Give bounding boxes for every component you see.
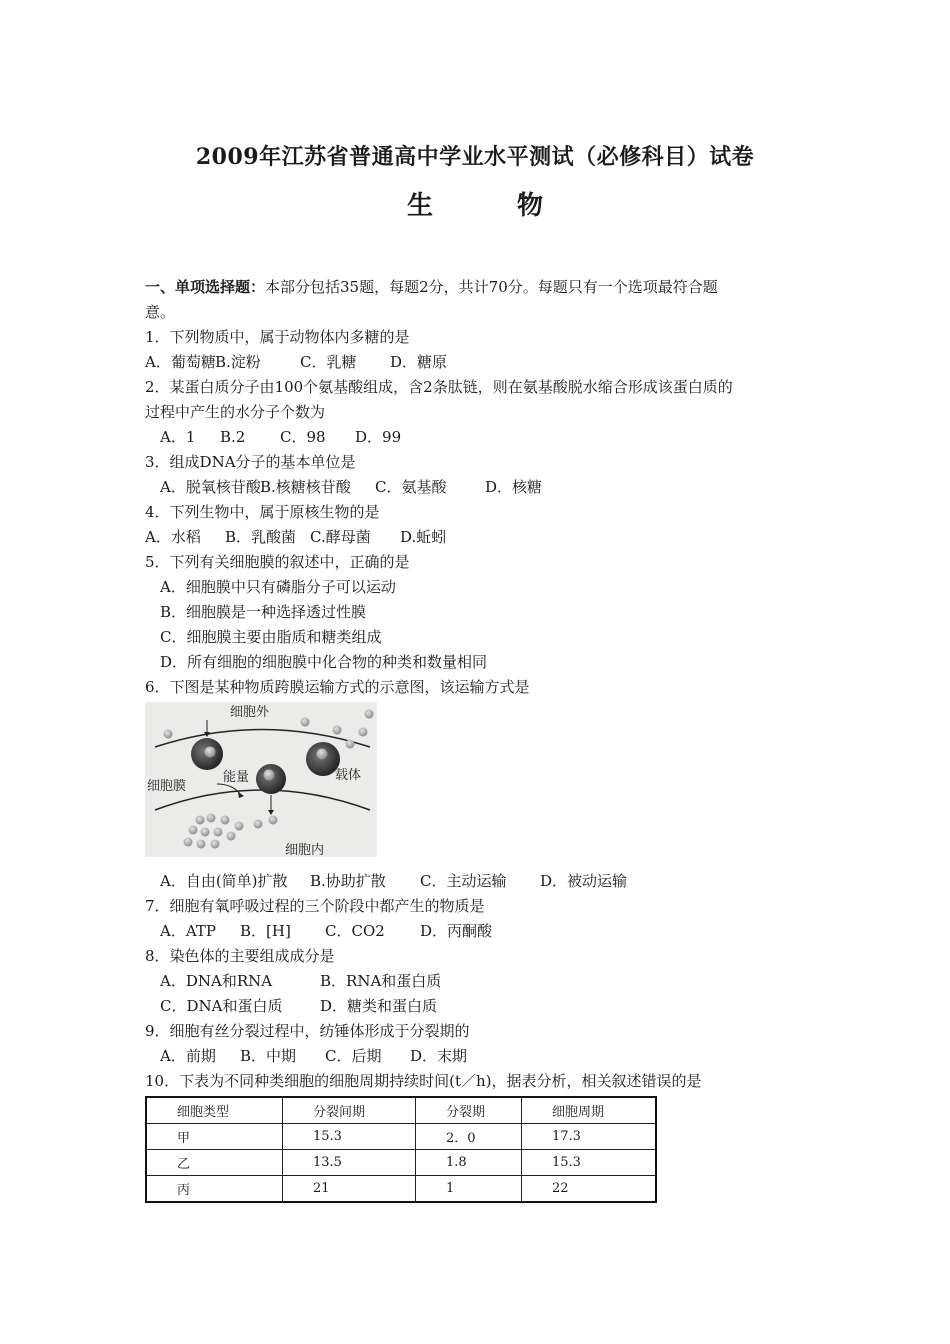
table-cell: 22 — [522, 1176, 657, 1203]
exam-title: 2009年江苏省普通高中学业水平测试（必修科目）试卷 — [195, 144, 755, 170]
answer-option: C．细胞膜主要由脂质和糖类组成 — [160, 628, 382, 646]
question-stem: 9．细胞有丝分裂过程中，纺锤体形成于分裂期的 — [145, 1022, 470, 1040]
question-list — [145, 325, 815, 1094]
answer-option: C．主动运输 — [420, 872, 507, 890]
question-stem: 5．下列有关细胞膜的叙述中，正确的是 — [145, 553, 410, 571]
option-row — [145, 350, 815, 375]
option-row — [145, 919, 815, 944]
table-cell: 乙 — [146, 1150, 283, 1176]
answer-option: A．DNA和RNA — [160, 972, 273, 990]
answer-option: A．脱氧核苷酸 — [160, 478, 261, 496]
membrane-transport-diagram — [145, 702, 377, 857]
answer-option: B.2 — [220, 428, 246, 446]
option-row — [145, 994, 815, 1019]
answer-option: C.酵母菌 — [310, 528, 371, 546]
answer-option: D.蚯蚓 — [400, 528, 447, 546]
answer-option: D．末期 — [410, 1047, 468, 1065]
answer-option: B．细胞膜是一种选择透过性膜 — [160, 603, 367, 621]
answer-option: D．糖类和蛋白质 — [320, 997, 438, 1015]
figure-label-energy: 能量 — [223, 770, 250, 785]
answer-option: A．前期 — [160, 1047, 216, 1065]
subject-char: 生 — [406, 191, 433, 221]
figure-label-membrane: 细胞膜 — [147, 779, 187, 794]
answer-option: B.核糖核苷酸 — [260, 478, 351, 496]
answer-option: A．水稻 — [145, 528, 201, 546]
option-row — [145, 650, 815, 675]
table-cell: 15.3 — [522, 1150, 657, 1176]
answer-option: D．所有细胞的细胞膜中化合物的种类和数量相同 — [160, 653, 488, 671]
table-header-row — [146, 1097, 656, 1124]
option-row — [145, 575, 815, 600]
table-row — [146, 1124, 656, 1150]
cell-cycle-table — [145, 1096, 657, 1203]
table-cell: 1.8 — [416, 1150, 522, 1176]
answer-option: A．葡萄糖 — [145, 353, 216, 371]
answer-option: D．核糖 — [485, 478, 543, 496]
table-header-cell: 细胞类型 — [146, 1097, 283, 1124]
table-header-cell: 细胞周期 — [522, 1097, 657, 1124]
section-intro-cont: 意。 — [145, 303, 176, 321]
answer-option: B.协助扩散 — [310, 872, 386, 890]
question-stem: 3．组成DNA分子的基本单位是 — [145, 453, 356, 471]
answer-option: C．DNA和蛋白质 — [160, 997, 283, 1015]
table-cell: 甲 — [146, 1124, 283, 1150]
figure-label-inside: 细胞内 — [285, 843, 325, 857]
question-stem: 7．细胞有氧呼吸过程的三个阶段中都产生的物质是 — [145, 897, 485, 915]
question-stem: 过程中产生的水分子个数为 — [145, 403, 326, 421]
figure-label-carrier: 载体 — [335, 768, 362, 783]
option-row — [145, 969, 815, 994]
question-stem: 6．下图是某种物质跨膜运输方式的示意图，该运输方式是 — [145, 678, 530, 696]
table-row — [146, 1176, 656, 1203]
option-row — [145, 425, 815, 450]
answer-option: A．ATP — [160, 922, 216, 940]
table-cell: 17.3 — [522, 1124, 657, 1150]
option-row — [145, 625, 815, 650]
exam-body — [145, 275, 815, 1203]
answer-option: B．RNA和蛋白质 — [320, 972, 442, 990]
section-intro: 本部分包括35题，每题2分，共计70分。每题只有一个选项最符合题 — [265, 278, 718, 296]
answer-option: C．乳糖 — [300, 353, 357, 371]
answer-option: C．后期 — [325, 1047, 382, 1065]
answer-option: C．氨基酸 — [375, 478, 447, 496]
question-stem: 1．下列物质中，属于动物体内多糖的是 — [145, 328, 410, 346]
answer-option: C．98 — [280, 428, 326, 446]
table-cell: 2．0 — [416, 1124, 522, 1150]
section-header — [145, 275, 815, 300]
answer-option: B．[H] — [240, 922, 291, 940]
table-header-cell: 分裂期 — [416, 1097, 522, 1124]
option-row — [145, 600, 815, 625]
section-heading: 一、单项选择题： — [145, 278, 266, 296]
table-cell: 丙 — [146, 1176, 283, 1203]
subject-title — [0, 185, 950, 222]
option-row — [145, 869, 815, 894]
question-stem: 4．下列生物中，属于原核生物的是 — [145, 503, 380, 521]
question-stem: 10．下表为不同种类细胞的细胞周期持续时间(t／h)，据表分析，相关叙述错误的是 — [145, 1072, 702, 1090]
figure-label-outside: 细胞外 — [230, 705, 270, 720]
answer-option: B.淀粉 — [215, 353, 261, 371]
answer-option: D．被动运输 — [540, 872, 628, 890]
table-cell: 21 — [283, 1176, 416, 1203]
answer-option: B．乳酸菌 — [225, 528, 297, 546]
option-row — [145, 1044, 815, 1069]
option-row — [145, 475, 815, 500]
answer-option: B．中期 — [240, 1047, 297, 1065]
answer-option: D．糖原 — [390, 353, 448, 371]
option-row — [145, 525, 815, 550]
table-header-cell: 分裂间期 — [283, 1097, 416, 1124]
table-cell: 1 — [416, 1176, 522, 1203]
answer-option: D．99 — [355, 428, 402, 446]
subject-char: 物 — [517, 191, 544, 221]
answer-option: C．CO2 — [325, 922, 385, 940]
answer-option: A．1 — [160, 428, 196, 446]
answer-option: A．自由(简单)扩散 — [160, 872, 288, 890]
answer-option: D．丙酮酸 — [420, 922, 493, 940]
question-stem: 2．某蛋白质分子由100个氨基酸组成，含2条肽链，则在氨基酸脱水缩合形成该蛋白质的 — [145, 378, 733, 396]
table-cell: 15.3 — [283, 1124, 416, 1150]
answer-option: A．细胞膜中只有磷脂分子可以运动 — [160, 578, 396, 596]
question-stem: 8．染色体的主要组成成分是 — [145, 947, 335, 965]
table-cell: 13.5 — [283, 1150, 416, 1176]
table-row — [146, 1150, 656, 1176]
